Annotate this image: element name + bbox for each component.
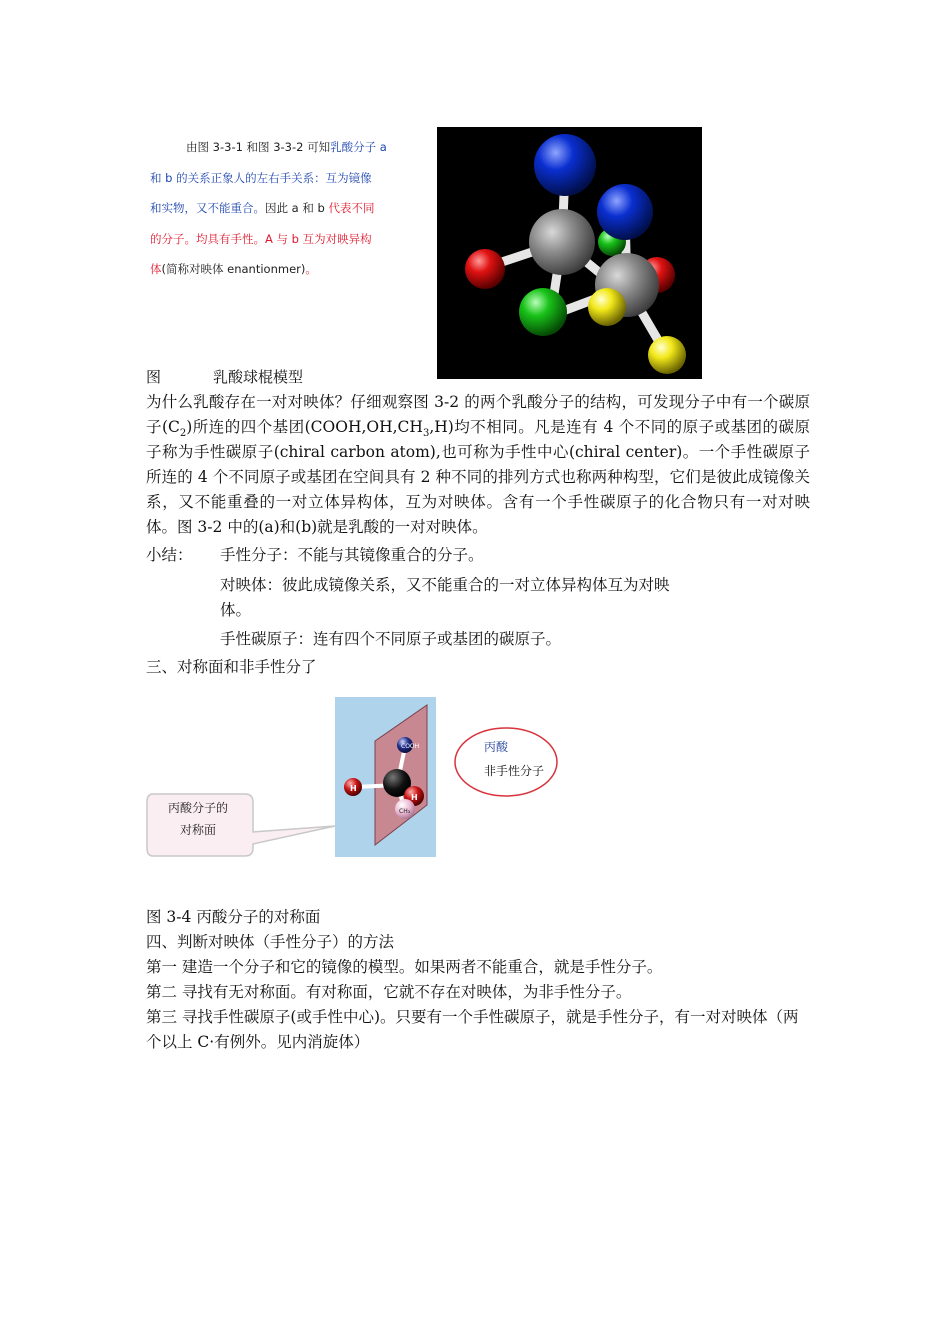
propanoic-acid-svg [335,697,436,857]
note-line-1-blue: 乳酸分子 a [330,140,387,154]
para-sub-1: 2 [179,428,187,440]
ellipse-text-achiral: 非手性分子 [484,764,545,778]
summary-item-chiral-molecule: 手性分子：不能与其镜像重合的分子。 [220,546,484,564]
note-line-3-blue: 和实物，又不能重合。 [150,201,265,215]
ch3-label: CH₃ [399,808,411,815]
callout-left-text [150,797,246,841]
red-atom-a [465,249,505,289]
note-line-3 [150,193,402,224]
note-line-2: 和 b 的关系正象人的左右手关系：互为镜像 [150,170,372,185]
note-line-5-black: (简称对映体 enantionmer) [161,262,306,276]
figure-caption-3-4: 图 3-4 丙酸分子的对称面 [146,908,321,926]
section-heading-4: 四、判断对映体（手性分子）的方法 [146,933,395,951]
note-line-3-red: 代表不同 [328,201,375,215]
note-line-4: 的分子。均具有手性。A 与 b 互为对映异构 [150,231,372,246]
yellow-atom-b [648,336,686,374]
note-line-1-black: 由图 3-3-1 和图 3-3-2 可知 [186,140,331,154]
callout-left-line-2: 对称面 [179,823,216,837]
h-label-right: H [411,793,418,802]
blue-atom-b [597,184,653,240]
lactic-acid-ball-stick-model [437,127,702,379]
summary-item-enantiomer: 对映体：彼此成镜像关系，又不能重合的一对立体异构体互为对映体。 [220,576,670,619]
para-part-3: ,H)均不相同。凡是连有 4 个不同的原子或基团的碳原子称为手性碳原子(chiral carbon atom),也可称为手性中心(chiral center)。一个手性碳原子所连的 4 个不同原子或基团在空间具有 2 种不同的排列方式也称两种构型，它们是彼此成镜像关系，又不能重叠的一对立体异构体，互为对映体。含有一个手性碳原子的化合物只有一对对映体。图 3-2 中的(a)和(b)就是乳酸的一对对映体。 [146,418,810,536]
summary-item-chiral-carbon: 手性碳原子：连有四个不同原子或基团的碳原子。 [220,630,562,648]
green-atom-a [519,288,567,336]
carbon-atom-a [529,209,595,275]
method-2: 第二 寻找有无对称面。有对称面，它就不存在对映体，为非手性分子。 [146,983,632,1001]
model-svg [437,127,702,379]
yellow-atom-a [588,288,626,326]
summary-label: 小结： [146,546,193,564]
caption-fig-label: 图 [146,368,162,386]
figure-caption-model [146,366,303,387]
symmetry-plane-figure [335,697,436,857]
para-part-2: )所连的四个基团(COOH,OH,CH [186,418,423,436]
note-line-3-black: 因此 a 和 b [265,201,329,215]
para-sub-2: 3 [422,428,430,440]
chirality-note [150,132,402,285]
chiral-carbon-paragraph [146,390,810,540]
callout-left-line-1: 丙酸分子的 [167,801,228,815]
h-label-left: H [350,784,357,793]
note-line-5-red: 体 [150,262,162,276]
method-1: 第一 建造一个分子和它的镜像的模型。如果两者不能重合，就是手性分子。 [146,958,663,976]
ellipse-text-propanoic-acid: 丙酸 [484,740,509,754]
note-line-1 [150,132,402,163]
para-part-1: 为什么乳酸存在一对对映体？仔细观察图 3-2 的两个乳酸分子的结构，可发现分子中有一个碳原子(C [146,393,810,436]
note-line-5-red-end: 。 [305,262,317,276]
caption-title: 乳酸球棍模型 [213,368,304,386]
blue-atom-a [534,134,596,196]
section-heading-3: 三、对称面和非手性分了 [146,658,317,676]
note-line-5 [150,254,402,285]
cooh-label: COOH [401,743,420,750]
method-3: 第三 寻找手性碳原子(或手性中心)。只要有一个手性碳原子，就是手性分子，有一对对映体（两个以上 C·有例外。见内消旋体） [146,1008,799,1051]
